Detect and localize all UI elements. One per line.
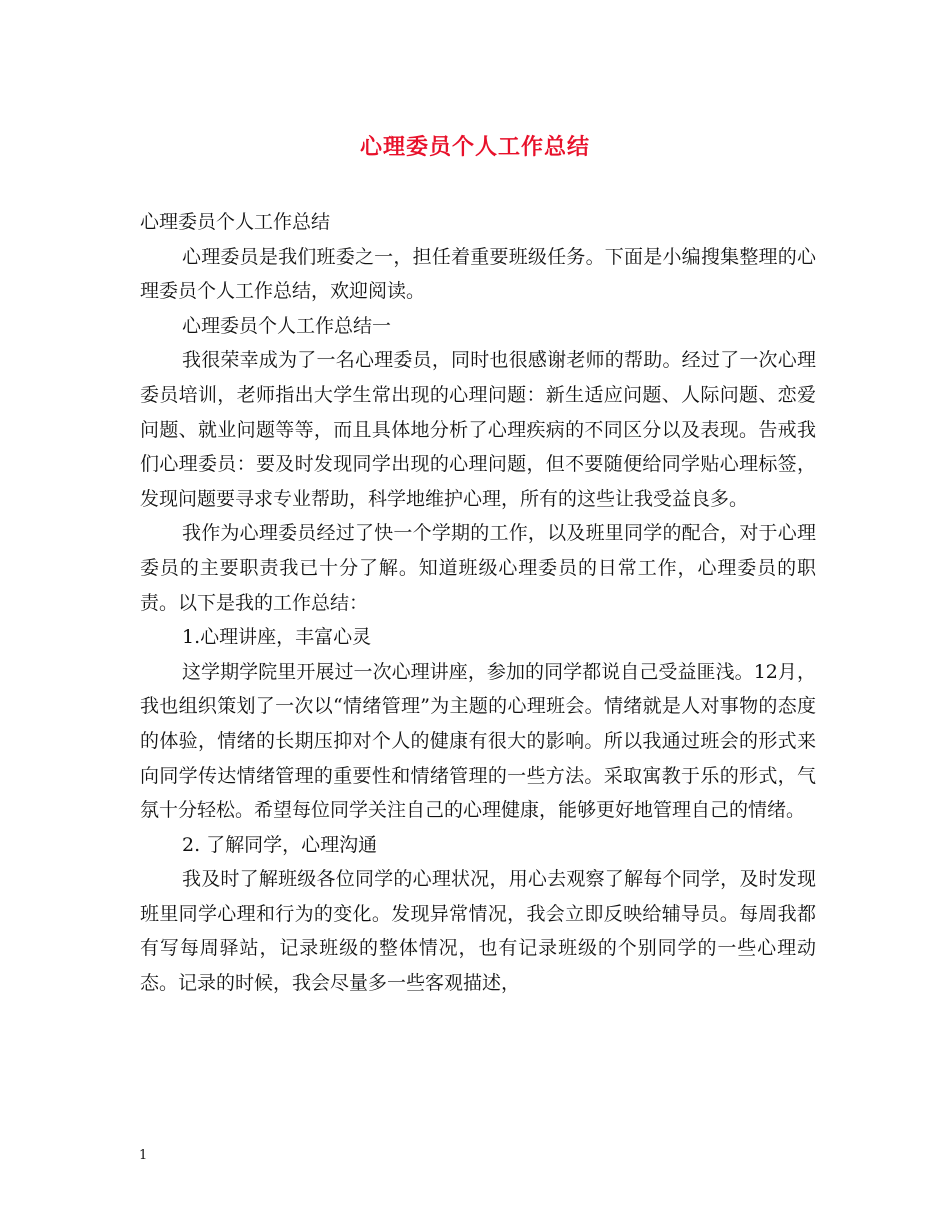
subsection-heading: 心理委员个人工作总结一 [182, 314, 392, 337]
body-paragraph: 我很荣幸成为了一名心理委员，同时也很感谢老师的帮助。经过了一次心理委员培训，老师指出大学生常出现的心理问题：新生适应问题、人际问题、恋爱问题、就业问题等等，而且具体地分析了心理疾病的不同区分以及表现。告戒我们心理委员：要及时发现同学出现的心理问题，但不要随便给同学贴心理标签，发现问题要寻求专业帮助，科学地维护心理，所有的这些让我受益良多。 [140, 349, 816, 510]
section-heading: 心理委员个人工作总结 [140, 211, 331, 233]
body-paragraph: 我及时了解班级各位同学的心理状况，用心去观察了解每个同学，及时发现班里同学心理和行为的变化。发现异常情况，我会立即反映给辅导员。每周我都有写每周驿站，记录班级的整体情况，也有记录班级的个别同学的一些心理动态。记录的时候，我会尽量多一些客观描述， [140, 868, 816, 995]
document-body [140, 205, 816, 1001]
list-heading-2: 2. 了解同学，心理沟通 [182, 833, 378, 856]
document-title: 心理委员个人工作总结 [359, 134, 590, 160]
page-number: 1 [139, 1148, 148, 1163]
list-heading-1: 1.心理讲座，丰富心灵 [182, 626, 372, 649]
body-paragraph: 我作为心理委员经过了快一个学期的工作，以及班里同学的配合，对于心理委员的主要职责我已十分了解。知道班级心理委员的日常工作，心理委员的职责。以下是我的工作总结： [140, 522, 816, 614]
body-paragraph: 这学期学院里开展过一次心理讲座，参加的同学都说自己受益匪浅。12月，我也组织策划了一次以“情绪管理”为主题的心理班会。情绪就是人对事物的态度的体验，情绪的长期压抑对个人的健康有很大的影响。所以我通过班会的形式来向同学传达情绪管理的重要性和情绪管理的一些方法。采取寓教于乐的形式，气氛十分轻松。希望每位同学关注自己的心理健康，能够更好地管理自己的情绪。 [140, 660, 816, 822]
intro-paragraph: 心理委员是我们班委之一，担任着重要班级任务。下面是小编搜集整理的心理委员个人工作总结，欢迎阅读。 [140, 245, 816, 303]
